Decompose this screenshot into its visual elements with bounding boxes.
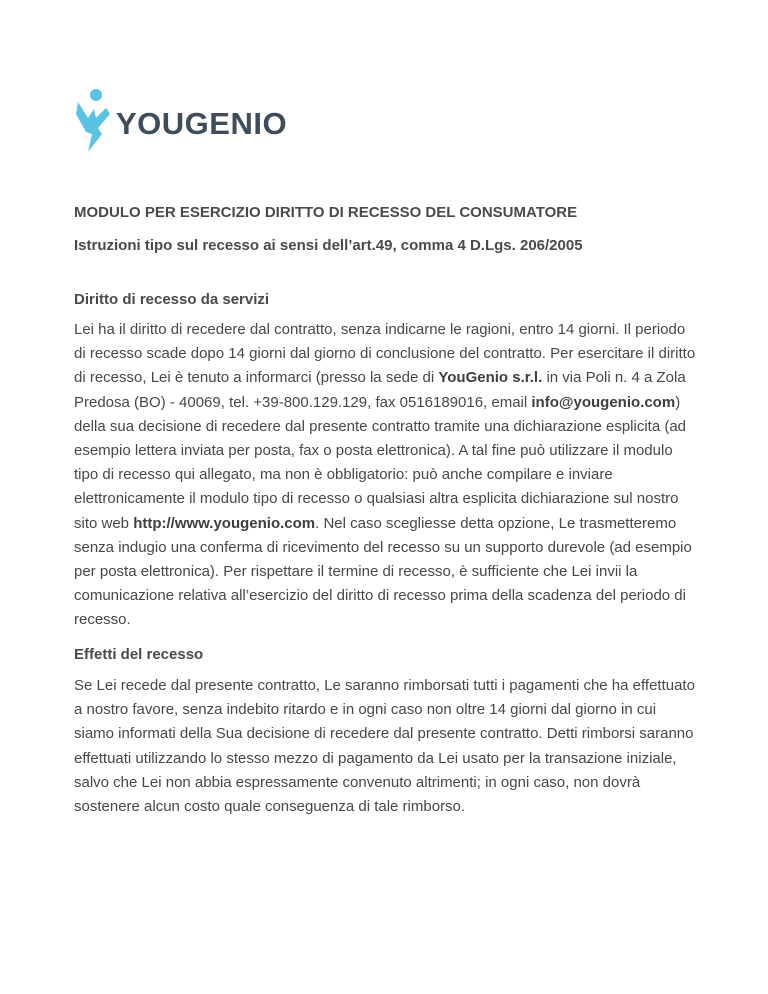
paragraph-text: . Nel caso scegliesse detta opzione, Le trasmetteremo senza indugio una conferma di ricevimento del recesso su un supporto durevole (ad esempio per posta elettronica). Per rispettare il termine di recesso, è sufficiente che Lei invii la comunicazione relativa all’esercizio del diritto di recesso prima della scadenza del periodo di recesso. bbox=[74, 514, 692, 629]
email-address: info@yougenio.com bbox=[531, 393, 676, 411]
section-paragraph-withdrawal-effects bbox=[74, 674, 696, 819]
paragraph-text: Lei ha il diritto di recedere dal contratto, senza indicarne le ragioni, entro 14 giorni. Il periodo di recesso scade dopo 14 giorni dal giorno di conclusione del contratto. Per esercitare il diritto di recesso, Lei è tenuto a informarci (presso la sede di bbox=[74, 321, 696, 387]
paragraph-text: Se Lei recede dal presente contratto, Le saranno rimborsati tutti i pagamenti che ha effettuato a nostro favore, senza indebito ritardo e in ogni caso non oltre 14 giorni dal giorno in cui siamo informati della Sua decisione di recedere dal presente contratto. Detti rimborsi saranno effettuati utilizzando lo stesso mezzo di pagamento da Lei usato per la transazione iniziale, salvo che Lei non abbia espressamente convenuto altrimenti; in ogni caso, non dovrà sostenere alcun costo quale conseguenza di tale rimborso. bbox=[74, 677, 695, 816]
company-name: YouGenio s.r.l. bbox=[438, 369, 543, 387]
brand-name: YOUGENIO bbox=[116, 105, 288, 141]
person-lightning-icon bbox=[74, 88, 112, 154]
website-url: http://www.yougenio.com bbox=[133, 514, 316, 532]
paragraph-text: in via Poli n. 4 a Zola Predosa (BO) - 40069, tel. +39-800.129.129, fax 0516189016, email bbox=[74, 369, 686, 411]
yougenio-logo bbox=[74, 88, 287, 154]
document-subtitle: Istruzioni tipo sul recesso ai sensi dell’art.49, comma 4 D.Lgs. 206/2005 bbox=[74, 237, 583, 254]
section-paragraph-withdrawal-right bbox=[74, 318, 696, 633]
section-heading-withdrawal-right: Diritto di recesso da servizi bbox=[74, 291, 270, 308]
document-title: MODULO PER ESERCIZIO DIRITTO DI RECESSO DEL CONSUMATORE bbox=[74, 204, 578, 221]
paragraph-text: ) della sua decisione di recedere dal presente contratto tramite una dichiarazione esplicita (ad esempio lettera inviata per posta, fax o posta elettronica). A tal fine può utilizzare il modulo tipo di recesso qui allegato, ma non è obbligatorio: può anche compilare e inviare elettronicamente il modulo tipo di recesso o qualsiasi altra esplicita dichiarazione sul nostro sito web bbox=[74, 393, 687, 532]
section-heading-withdrawal-effects: Effetti del recesso bbox=[74, 646, 204, 663]
